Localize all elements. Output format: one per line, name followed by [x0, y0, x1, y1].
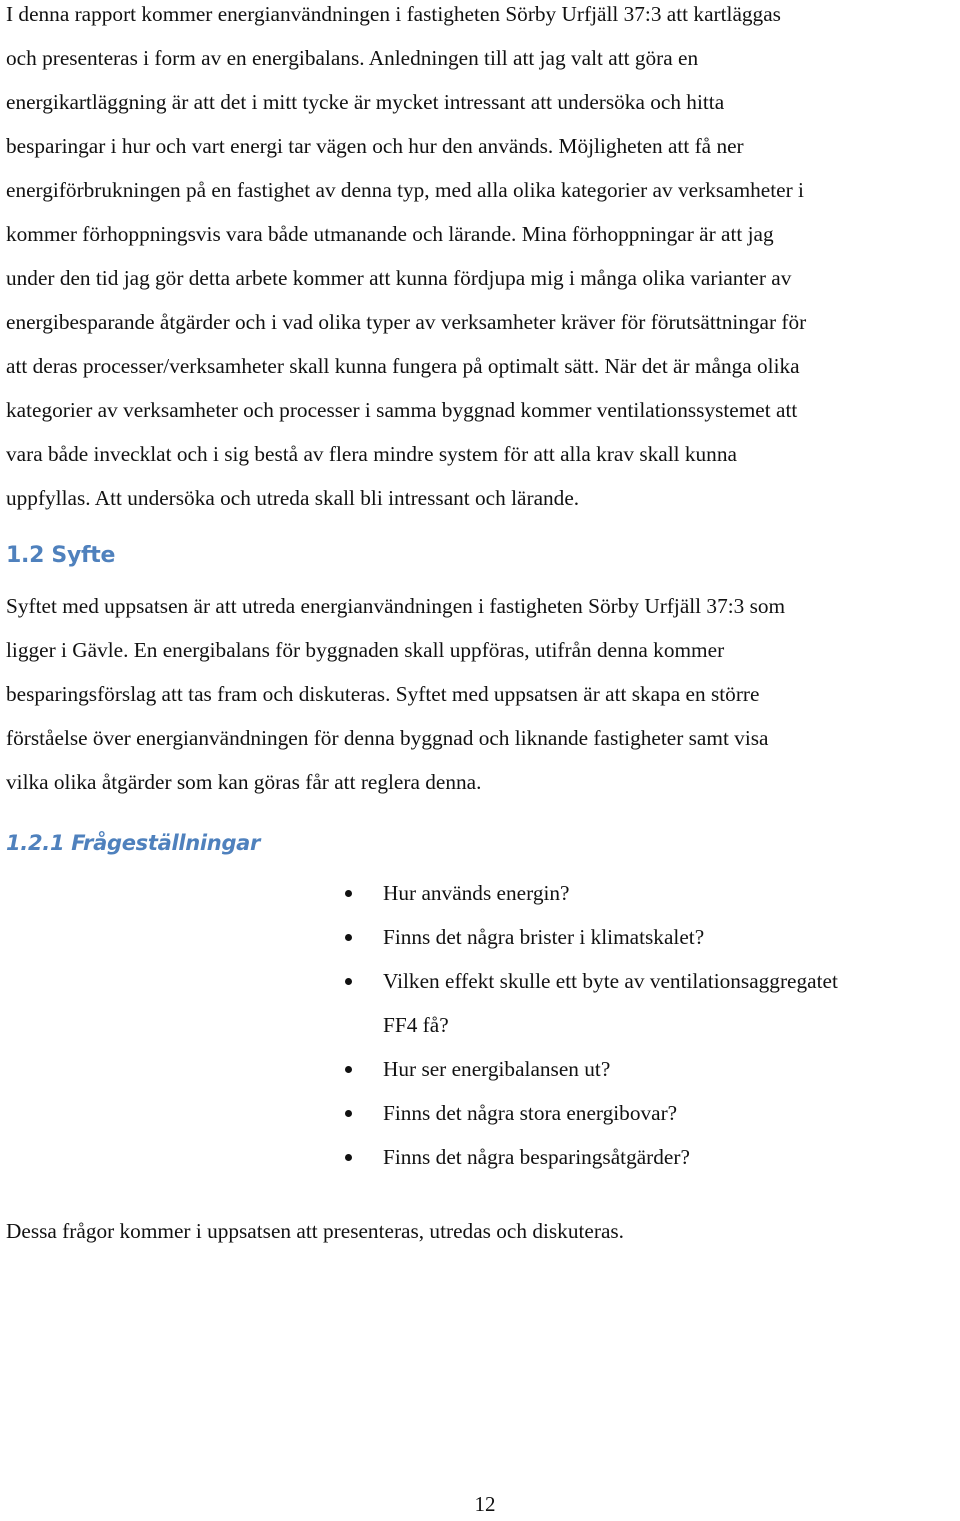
- list-item: [0, 1047, 940, 1091]
- list-item-text: Vilken effekt skulle ett byte av ventilationsaggregatet: [383, 969, 838, 993]
- text-line: att deras processer/verksamheter skall kunna fungera på optimalt sätt. När det är många olika: [6, 354, 800, 378]
- bullet-icon: [345, 1066, 352, 1073]
- syfte-paragraph: [6, 584, 960, 804]
- bullet-icon: [345, 890, 352, 897]
- text-line: energiförbrukningen på en fastighet av denna typ, med alla olika kategorier av verksamheter i: [6, 178, 804, 202]
- bullet-icon: [345, 934, 352, 941]
- list-item-text: Hur används energin?: [383, 881, 570, 905]
- list-item: [0, 1135, 940, 1179]
- list-item: [0, 1091, 940, 1135]
- list-item: [0, 871, 940, 915]
- text-line: vara både invecklat och i sig bestå av flera mindre system för att alla krav skall kunna: [6, 442, 737, 466]
- page-number: 12: [474, 1492, 496, 1516]
- list-item: [0, 959, 940, 1047]
- text-line: energibesparande åtgärder och i vad olika typer av verksamheter kräver för förutsättningar för: [6, 310, 807, 334]
- text-line: uppfyllas. Att undersöka och utreda skall bli intressant och lärande.: [6, 486, 580, 510]
- text-line: Syftet med uppsatsen är att utreda energianvändningen i fastigheten Sörby Urfjäll 37:3 som: [6, 594, 786, 618]
- bullet-icon: [345, 978, 352, 985]
- bullet-icon: [345, 1154, 352, 1161]
- text-line: kategorier av verksamheter och processer i samma byggnad kommer ventilationssystemet att: [6, 398, 798, 422]
- list-item-text: Finns det några besparingsåtgärder?: [383, 1145, 690, 1169]
- text-line: besparingsförslag att tas fram och diskuteras. Syftet med uppsatsen är att skapa en större: [6, 682, 760, 706]
- question-list: [0, 871, 940, 1179]
- text-line: och presenteras i form av en energibalans. Anledningen till att jag valt att göra en: [6, 46, 699, 70]
- text-line: besparingar i hur och vart energi tar vägen och hur den används. Möjligheten att få ner: [6, 134, 744, 158]
- text-line: energikartläggning är att det i mitt tycke är mycket intressant att undersöka och hitta: [6, 90, 725, 114]
- intro-paragraph: [6, 0, 960, 520]
- closing-sentence: Dessa frågor kommer i uppsatsen att presenteras, utredas och diskuteras.: [6, 1219, 625, 1243]
- text-line: ligger i Gävle. En energibalans för byggnaden skall uppföras, utifrån denna kommer: [6, 638, 725, 662]
- list-item: [0, 915, 940, 959]
- text-line: under den tid jag gör detta arbete kommer att kunna fördjupa mig i många olika varianter av: [6, 266, 792, 290]
- text-line: kommer förhoppningsvis vara både utmanande och lärande. Mina förhoppningar är att jag: [6, 222, 774, 246]
- list-item-text: Finns det några brister i klimatskalet?: [383, 925, 705, 949]
- list-item-text: FF4 få?: [383, 1013, 449, 1037]
- text-line: förståelse över energianvändningen för denna byggnad och liknande fastigheter samt visa: [6, 726, 769, 750]
- text-line: vilka olika åtgärder som kan göras får att reglera denna.: [6, 770, 482, 794]
- text-line: I denna rapport kommer energianvändningen i fastigheten Sörby Urfjäll 37:3 att kartläggas: [6, 2, 781, 26]
- bullet-icon: [345, 1110, 352, 1117]
- list-item-text: Finns det några stora energibovar?: [383, 1101, 678, 1125]
- list-item-text: Hur ser energibalansen ut?: [383, 1057, 611, 1081]
- section-heading-fragestallningar: 1.2.1 Frågeställningar: [6, 831, 261, 855]
- section-heading-syfte: 1.2 Syfte: [6, 543, 116, 568]
